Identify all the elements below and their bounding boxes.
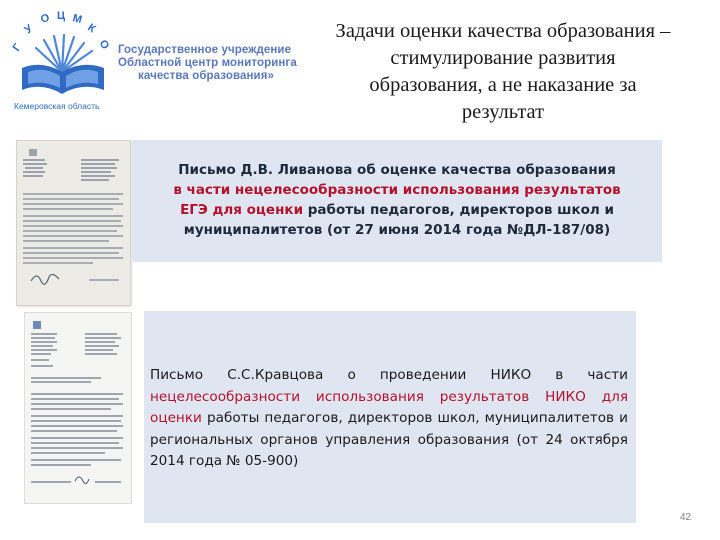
letter-thumbnail-2	[24, 312, 132, 504]
org-line-3: качества образования»	[138, 70, 275, 82]
document-page-icon	[25, 313, 131, 503]
panel1-line-3-rest: работы педагогов, директоров школ и	[303, 202, 614, 218]
svg-text:М: М	[71, 12, 84, 27]
panel2-part-3: работы педагогов, директоров школ, муниципалитетов и региональных органов управления образования (от 24 октября 2014 года № 05-900)	[150, 410, 628, 469]
logo	[8, 6, 120, 116]
org-line-2: Областной центр мониторинга	[118, 57, 297, 69]
svg-text:О: О	[96, 37, 112, 52]
letter-scan-thumbnail	[16, 140, 131, 306]
livanov-letter-text	[136, 160, 658, 240]
book-logo-icon	[8, 6, 120, 116]
title-line-4: результат	[461, 101, 545, 123]
svg-text:Г: Г	[10, 41, 25, 54]
organization-name	[118, 44, 308, 83]
svg-text:У: У	[22, 22, 36, 37]
region-label: Кемеровская область	[14, 101, 100, 111]
panel1-line-3-highlight: ЕГЭ для оценки	[180, 202, 304, 218]
title-line-3: образования, а не наказание за	[369, 74, 637, 96]
title-line-1: Задачи оценки качества образования –	[335, 20, 671, 42]
org-line-1: Государственное учреждение	[118, 44, 292, 56]
slide-title	[296, 18, 710, 126]
panel1-line-4: муниципалитетов (от 27 июня 2014 года №ДЛ-187/08)	[183, 222, 611, 238]
title-line-2: стимулирование развития	[390, 47, 616, 69]
panel1-line-2: в части нецелесообразности использования результатов	[173, 182, 621, 198]
slide-page-number: 42	[680, 512, 692, 523]
svg-text:Ц: Ц	[57, 10, 66, 22]
kravtsov-letter-text	[150, 365, 628, 473]
svg-text:К: К	[85, 21, 98, 36]
document-scan-icon	[17, 141, 130, 305]
panel2-part-1: Письмо С.С.Кравцова о проведении НИКО в части	[150, 367, 628, 383]
panel1-line-3	[136, 200, 658, 220]
panel2-part-2-highlight: нецелесообразности использования результатов НИКО для оценки	[150, 388, 628, 426]
svg-text:О: О	[39, 11, 52, 26]
panel1-line-1: Письмо Д.В. Ливанова об оценке качества образования	[178, 162, 616, 178]
